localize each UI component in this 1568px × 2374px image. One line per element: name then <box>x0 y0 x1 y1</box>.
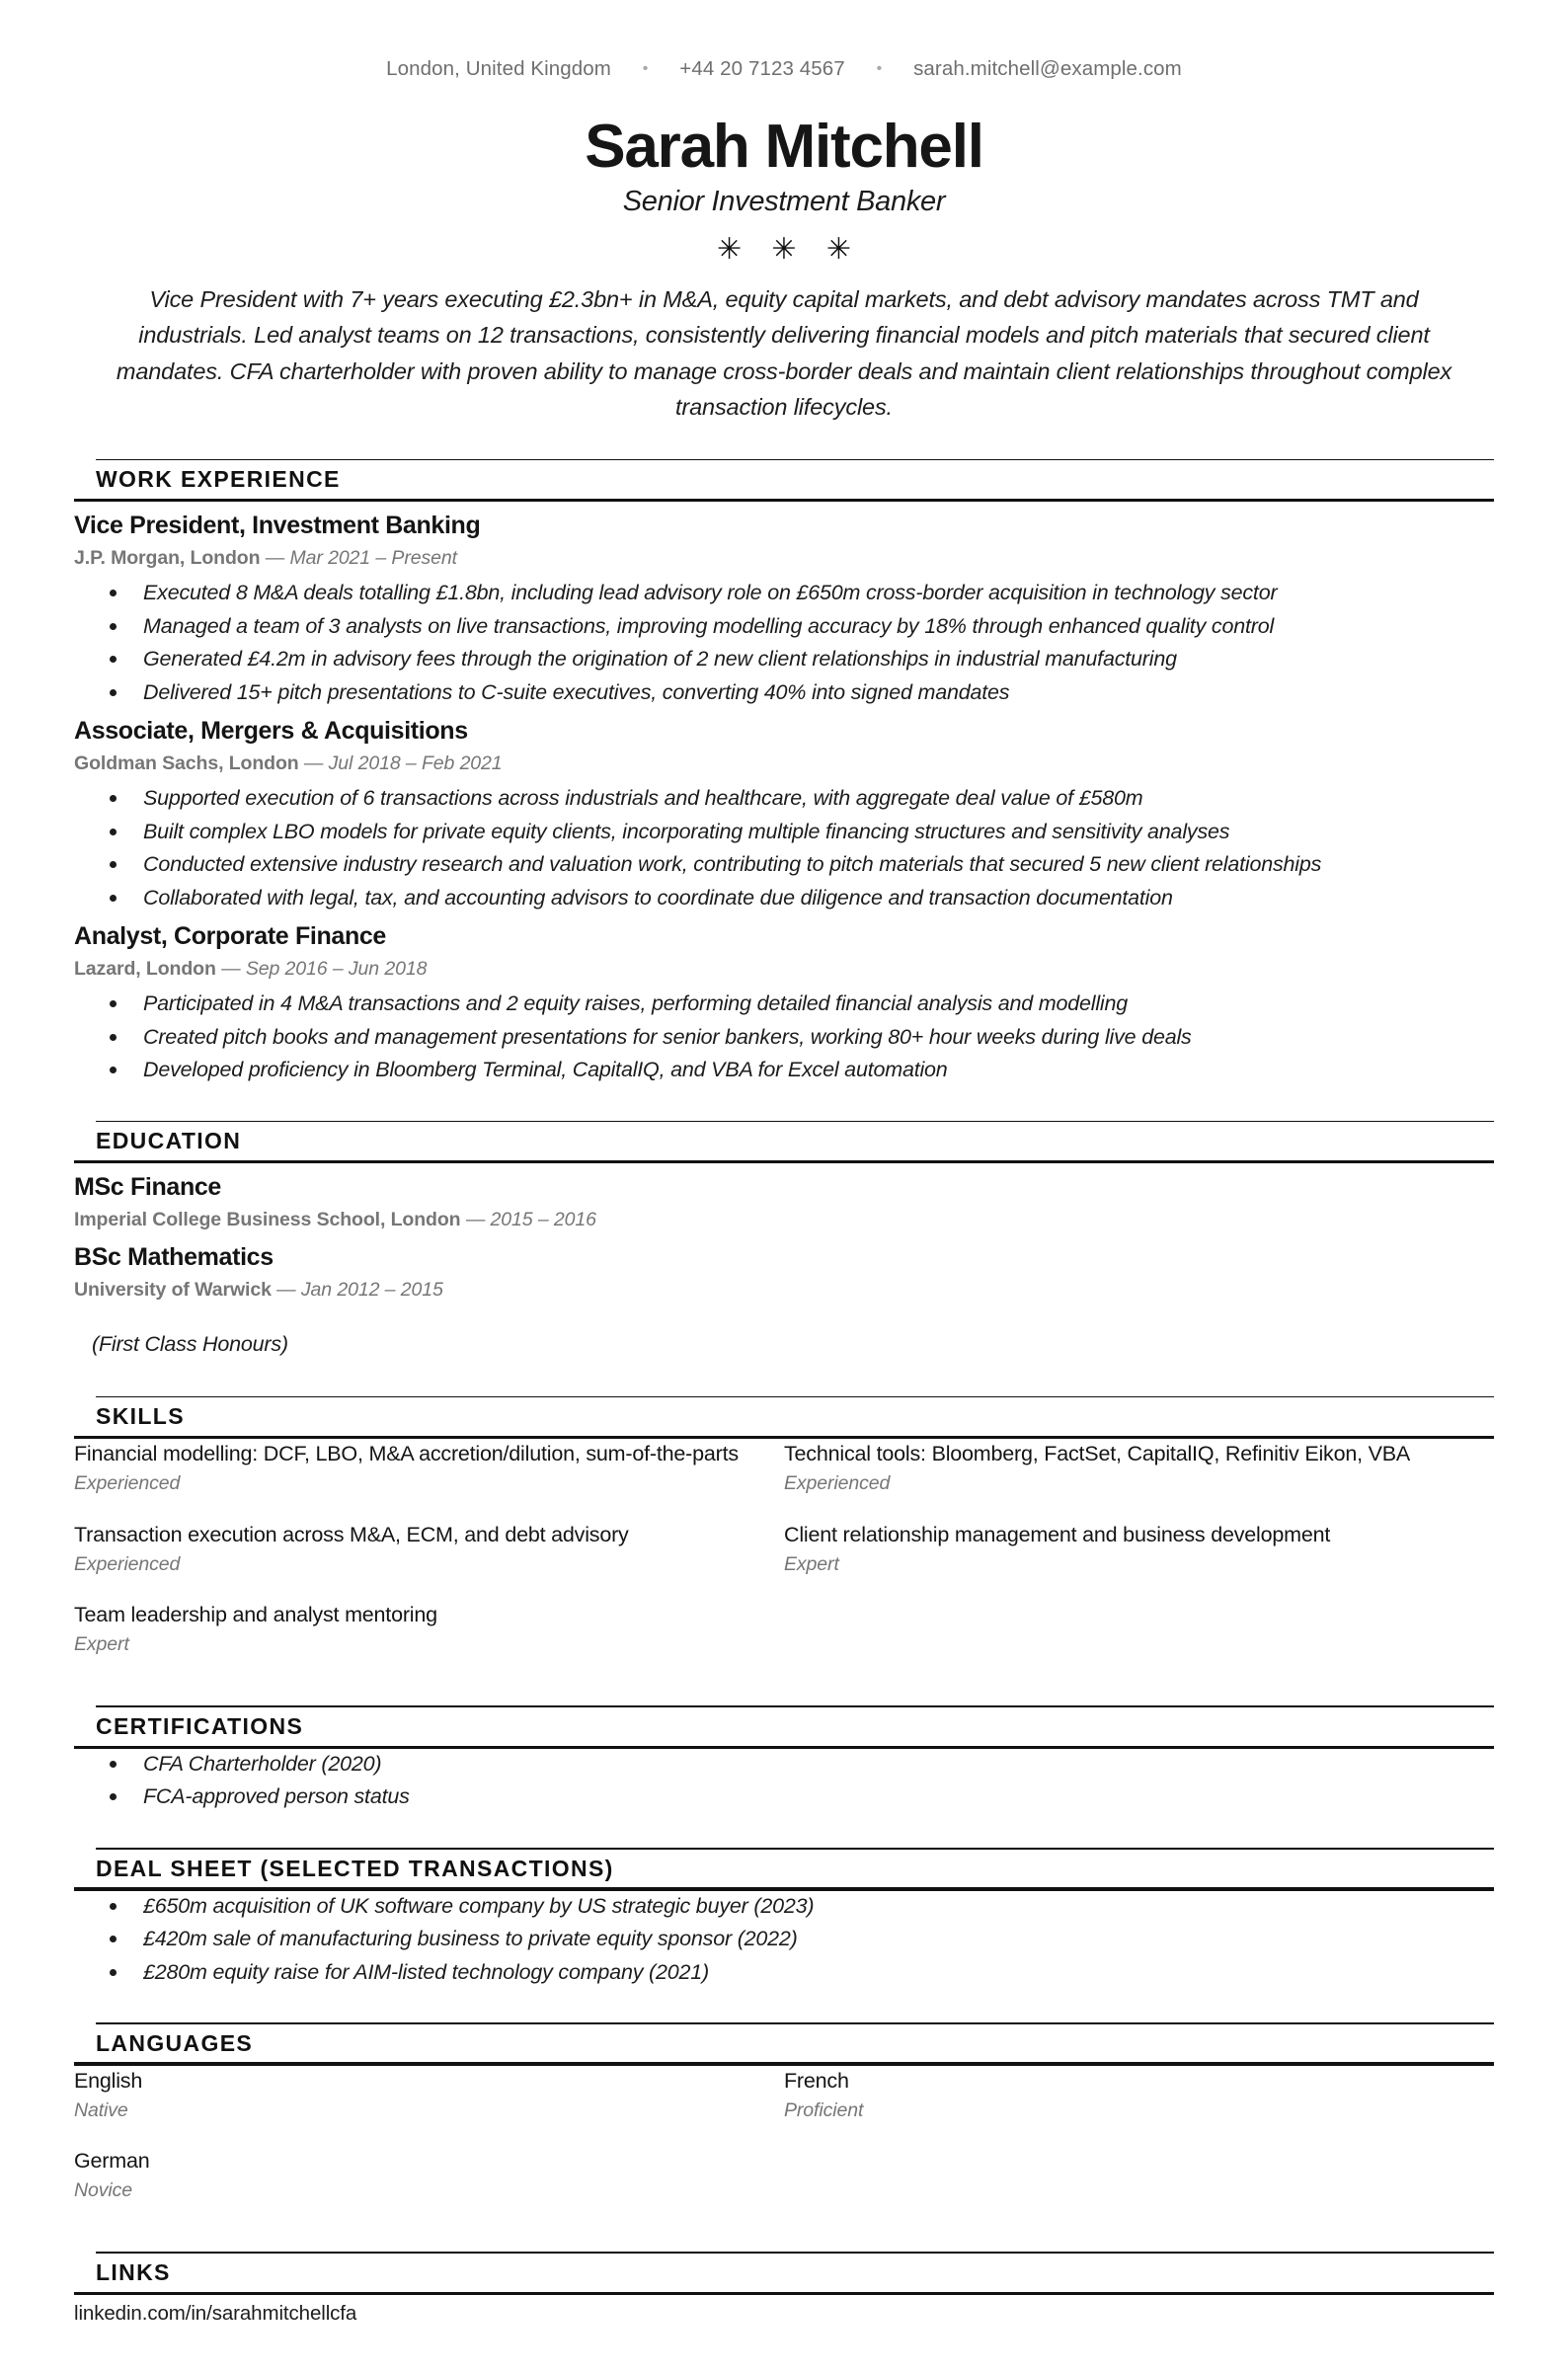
school-name: University of Warwick <box>74 1279 272 1302</box>
skill-item <box>784 1439 1494 1497</box>
section-title: DEAL SHEET (SELECTED TRANSACTIONS) <box>96 1855 614 1881</box>
skill-name: Financial modelling: DCF, LBO, M&A accretion/dilution, sum-of-the-parts <box>74 1442 739 1466</box>
job-bullet-list <box>74 783 1494 912</box>
job-bullet: Generated £4.2m in advisory fees through the origination of 2 new client relationships in industrial manufacturing <box>74 644 1494 674</box>
spacer <box>74 2232 1494 2252</box>
deal-list <box>74 1891 1494 1988</box>
language-level: Native <box>74 2098 128 2121</box>
skill-item <box>74 1520 784 1578</box>
job-role: Analyst, Corporate Finance <box>74 922 386 951</box>
work-entry <box>74 920 1494 1085</box>
contact-separator-icon: • <box>876 60 883 77</box>
candidate-name: Sarah Mitchell <box>585 112 983 181</box>
degree-title: BSc Mathematics <box>74 1243 274 1272</box>
job-bullet: Developed proficiency in Bloomberg Terminal, CapitalIQ, and VBA for Excel automation <box>74 1055 1494 1085</box>
section-title: WORK EXPERIENCE <box>96 466 341 493</box>
language-item <box>74 2146 784 2204</box>
skill-item <box>74 1600 784 1658</box>
section-header <box>74 2252 1494 2295</box>
candidate-headline: Senior Investment Banker <box>622 186 946 218</box>
contact-phone: +44 20 7123 4567 <box>679 57 845 80</box>
section-title: EDUCATION <box>96 1128 242 1154</box>
section-rule-bottom <box>74 1436 1494 1439</box>
section-header <box>74 2022 1494 2066</box>
spacer <box>74 1367 1494 1396</box>
skill-name: Transaction execution across M&A, ECM, and debt advisory <box>74 1522 629 1546</box>
work-entry <box>74 715 1494 912</box>
job-role: Vice President, Investment Banking <box>74 512 481 540</box>
job-dash: — <box>221 958 241 981</box>
language-item <box>784 2066 1494 2124</box>
job-meta <box>74 955 1494 983</box>
section-links <box>74 2252 1494 2328</box>
section-header <box>74 459 1494 503</box>
languages-grid <box>74 2066 1494 2227</box>
job-bullet: Supported execution of 6 transactions across industrials and healthcare, with aggregate deal value of £580m <box>74 783 1494 814</box>
skill-level: Experienced <box>74 1472 181 1495</box>
degree-title: MSc Finance <box>74 1173 221 1202</box>
job-bullet: Executed 8 M&A deals totalling £1.8bn, including lead advisory role on £650m cross-border acquisition in technology sector <box>74 578 1494 608</box>
job-bullet-list <box>74 578 1494 707</box>
contact-email: sarah.mitchell@example.com <box>913 57 1182 80</box>
certification-list <box>74 1749 1494 1812</box>
skill-name: Team leadership and analyst mentoring <box>74 1602 437 1626</box>
skill-name: Technical tools: Bloomberg, FactSet, CapitalIQ, Refinitiv Eikon, VBA <box>784 1442 1411 1466</box>
section-rule-bottom <box>74 499 1494 502</box>
job-meta <box>74 750 1494 777</box>
language-item <box>74 2066 784 2124</box>
job-bullet: Delivered 15+ pitch presentations to C-suite executives, converting 40% into signed mandates <box>74 677 1494 708</box>
skill-name: Client relationship management and business development <box>784 1522 1331 1546</box>
spacer <box>74 1091 1494 1121</box>
job-bullet: Built complex LBO models for private equity clients, incorporating multiple financing structures and sensitivity analyses <box>74 817 1494 847</box>
link-item[interactable]: linkedin.com/in/sarahmitchellcfa <box>74 2302 357 2326</box>
job-dash: — <box>265 546 285 569</box>
job-dates: Jul 2018 – Feb 2021 <box>328 752 503 774</box>
professional-summary: Vice President with 7+ years executing £2.3bn+ in M&A, equity capital markets, and debt advisory mandates across TMT and industrials. Led analyst teams on 12 transactions, consistently delivering financial models and pitch materials that secured client mandates. CFA charterholder with proven ability to manage cross-border deals and maintain client relationships throughout complex transaction lifecycles. <box>116 285 1452 421</box>
certification-item: FCA-approved person status <box>74 1781 1494 1812</box>
contact-location: London, United Kingdom <box>386 57 611 80</box>
deal-item: £420m sale of manufacturing business to private equity sponsor (2022) <box>74 1924 1494 1954</box>
education-entry <box>74 1241 1494 1304</box>
section-title: LINKS <box>96 2259 171 2286</box>
school-dates: Jan 2012 – 2015 <box>300 1279 443 1302</box>
education-detail: (First Class Honours) <box>92 1332 288 1357</box>
language-name: French <box>784 2068 849 2093</box>
job-dates: Sep 2016 – Jun 2018 <box>245 958 428 981</box>
section-rule-bottom <box>74 2062 1494 2065</box>
section-education <box>74 1121 1494 1361</box>
job-org: Lazard, London <box>74 958 216 981</box>
contact-line <box>74 57 1494 82</box>
job-dates: Mar 2021 – Present <box>289 546 457 569</box>
job-bullet: Created pitch books and management presentations for senior bankers, working 80+ hour weeks during live deals <box>74 1022 1494 1053</box>
contact-separator-icon: • <box>642 60 649 77</box>
section-header <box>74 1848 1494 1891</box>
spacer <box>74 1818 1494 1848</box>
certification-item: CFA Charterholder (2020) <box>74 1749 1494 1780</box>
spacer <box>74 1993 1494 2022</box>
language-name: English <box>74 2068 143 2093</box>
skill-item <box>784 1520 1494 1578</box>
language-level: Proficient <box>784 2098 864 2121</box>
school-dash: — <box>276 1279 296 1302</box>
job-meta <box>74 544 1494 572</box>
section-header <box>74 1121 1494 1164</box>
deal-item: £650m acquisition of UK software company by US strategic buyer (2023) <box>74 1891 1494 1922</box>
education-entry <box>74 1171 1494 1233</box>
section-skills <box>74 1396 1494 1681</box>
skill-level: Experienced <box>74 1552 181 1575</box>
section-header <box>74 1396 1494 1440</box>
section-rule-bottom <box>74 2292 1494 2295</box>
section-deal-sheet <box>74 1848 1494 1987</box>
school-dash: — <box>465 1209 486 1231</box>
section-header <box>74 1705 1494 1749</box>
section-title: CERTIFICATIONS <box>96 1712 304 1739</box>
job-org: Goldman Sachs, London <box>74 752 299 774</box>
skill-item <box>74 1439 784 1497</box>
section-languages <box>74 2022 1494 2226</box>
skill-level: Expert <box>74 1633 129 1656</box>
skills-grid <box>74 1439 1494 1680</box>
school-meta <box>74 1276 1494 1304</box>
deal-item: £280m equity raise for AIM-listed technology company (2021) <box>74 1957 1494 1988</box>
job-bullet: Collaborated with legal, tax, and accounting advisors to coordinate due diligence and transaction documentation <box>74 883 1494 913</box>
job-dash: — <box>303 752 324 774</box>
language-name: German <box>74 2149 150 2174</box>
job-role: Associate, Mergers & Acquisitions <box>74 717 468 746</box>
work-entry <box>74 510 1494 707</box>
job-bullet: Conducted extensive industry research and valuation work, contributing to pitch materials that secured 5 new client relationships <box>74 849 1494 880</box>
job-bullet: Participated in 4 M&A transactions and 2 equity raises, performing detailed financial analysis and modelling <box>74 989 1494 1019</box>
school-name: Imperial College Business School, London <box>74 1209 461 1231</box>
language-level: Novice <box>74 2179 133 2202</box>
job-bullet-list <box>74 989 1494 1085</box>
job-bullet: Managed a team of 3 analysts on live transactions, improving modelling accuracy by 18% through enhanced quality control <box>74 611 1494 642</box>
section-title: SKILLS <box>96 1403 185 1430</box>
section-certifications <box>74 1705 1494 1812</box>
skill-level: Experienced <box>784 1472 891 1495</box>
school-meta <box>74 1206 1494 1233</box>
section-rule-bottom <box>74 1160 1494 1163</box>
spacer <box>74 1686 1494 1705</box>
skill-level: Expert <box>784 1552 839 1575</box>
job-org: J.P. Morgan, London <box>74 546 261 569</box>
asterisk-divider-icon: ✳ ✳ ✳ <box>716 232 863 266</box>
section-work-experience <box>74 459 1494 1085</box>
school-dates: 2015 – 2016 <box>490 1209 596 1231</box>
section-title: LANGUAGES <box>96 2029 254 2056</box>
